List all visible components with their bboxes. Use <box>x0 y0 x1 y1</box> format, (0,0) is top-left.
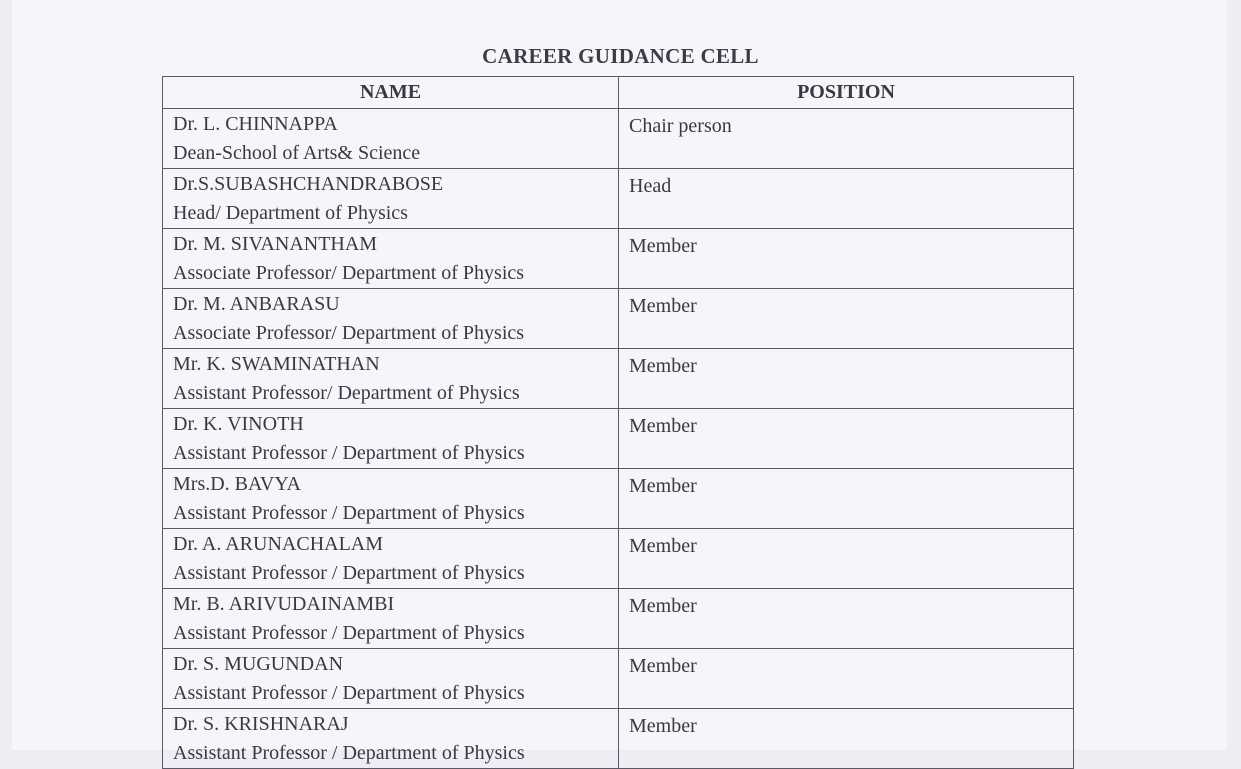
name-cell <box>163 109 619 169</box>
name-cell <box>163 409 619 469</box>
position-cell <box>619 289 1074 349</box>
name-cell <box>163 649 619 709</box>
member-position: Member <box>629 475 697 497</box>
position-cell <box>619 169 1074 229</box>
position-cell <box>619 649 1074 709</box>
position-cell <box>619 109 1074 169</box>
table-row <box>163 229 1074 289</box>
name-cell <box>163 169 619 229</box>
position-cell <box>619 349 1074 409</box>
table-row <box>163 709 1074 769</box>
member-name: Dr. M. SIVANANTHAM <box>173 233 378 255</box>
member-position: Member <box>629 355 697 377</box>
member-name: Dr. L. CHINNAPPA <box>173 113 338 135</box>
member-name: Mr. B. ARIVUDAINAMBI <box>173 593 395 615</box>
member-position: Head <box>629 175 672 197</box>
position-cell <box>619 409 1074 469</box>
table-row <box>163 409 1074 469</box>
name-cell <box>163 529 619 589</box>
position-cell <box>619 709 1074 769</box>
member-name: Dr. A. ARUNACHALAM <box>173 533 384 555</box>
member-name: Dr. M. ANBARASU <box>173 293 340 315</box>
member-position: Member <box>629 235 697 257</box>
member-designation: Assistant Professor / Department of Physics <box>173 502 525 524</box>
member-designation: Assistant Professor / Department of Physics <box>173 442 525 464</box>
member-name: Mr. K. SWAMINATHAN <box>173 353 380 375</box>
member-position: Member <box>629 655 697 677</box>
member-name: Mrs.D. BAVYA <box>173 473 301 495</box>
name-cell <box>163 589 619 649</box>
header-position: POSITION <box>619 77 1074 109</box>
member-name: Dr.S.SUBASHCHANDRABOSE <box>173 173 444 195</box>
table-row <box>163 169 1074 229</box>
header-name: NAME <box>163 77 619 109</box>
member-designation: Head/ Department of Physics <box>173 202 408 224</box>
table-row <box>163 109 1074 169</box>
table-row <box>163 589 1074 649</box>
table-row <box>163 649 1074 709</box>
member-designation: Assistant Professor / Department of Physics <box>173 742 525 764</box>
member-designation: Assistant Professor / Department of Physics <box>173 622 525 644</box>
member-name: Dr. S. MUGUNDAN <box>173 653 344 675</box>
table-row <box>163 289 1074 349</box>
name-cell <box>163 229 619 289</box>
name-cell <box>163 289 619 349</box>
member-designation: Associate Professor/ Department of Physics <box>173 262 525 284</box>
table-row <box>163 469 1074 529</box>
member-name: Dr. K. VINOTH <box>173 413 304 435</box>
member-designation: Associate Professor/ Department of Physics <box>173 322 525 344</box>
position-cell <box>619 469 1074 529</box>
name-cell <box>163 709 619 769</box>
member-position: Member <box>629 535 697 557</box>
member-designation: Assistant Professor / Department of Physics <box>173 562 525 584</box>
member-designation: Dean-School of Arts& Science <box>173 142 421 164</box>
table-row <box>163 349 1074 409</box>
member-position: Member <box>629 295 697 317</box>
committee-table <box>162 76 1074 769</box>
member-position: Member <box>629 415 697 437</box>
name-cell <box>163 349 619 409</box>
member-position: Chair person <box>629 115 732 137</box>
table-title: CAREER GUIDANCE CELL <box>482 44 759 68</box>
member-name: Dr. S. KRISHNARAJ <box>173 713 349 735</box>
table-row <box>163 529 1074 589</box>
position-cell <box>619 529 1074 589</box>
position-cell <box>619 589 1074 649</box>
member-designation: Assistant Professor / Department of Physics <box>173 682 525 704</box>
member-designation: Assistant Professor/ Department of Physics <box>173 382 520 404</box>
member-position: Member <box>629 715 697 737</box>
header-row <box>163 77 1074 109</box>
name-cell <box>163 469 619 529</box>
member-position: Member <box>629 595 697 617</box>
position-cell <box>619 229 1074 289</box>
